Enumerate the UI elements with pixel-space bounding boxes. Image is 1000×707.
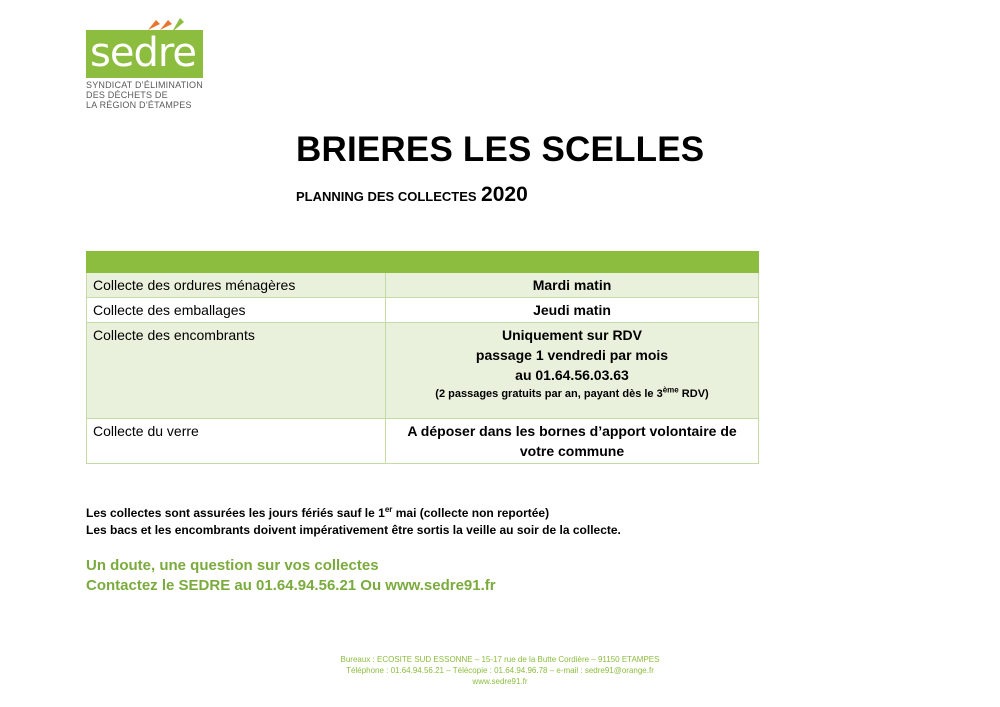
table-header-row	[87, 252, 759, 273]
value-line: Uniquement sur RDV	[501, 327, 642, 343]
subtitle-text: PLANNING DES COLLECTES	[296, 189, 477, 204]
value-line: passage 1 vendredi par mois	[475, 347, 669, 363]
row-value: Mardi matin	[386, 273, 759, 298]
value-line: votre commune	[519, 443, 625, 459]
page-title: BRIERES LES SCELLES	[296, 130, 705, 169]
row-value	[386, 323, 759, 419]
value-line: A déposer dans les bornes d’apport volontaire de	[407, 423, 737, 439]
note-text: Les collectes sont assurées les jours fériés sauf le 1	[86, 506, 385, 520]
logo-subtitle-line: SYNDICAT D’ÉLIMINATION	[86, 80, 203, 90]
page-footer	[0, 654, 1000, 687]
note-line	[86, 505, 621, 522]
contact-line: Un doute, une question sur vos collectes	[86, 557, 379, 574]
logo-subtitle-line: LA RÉGION D’ÉTAMPES	[86, 100, 192, 110]
note-sup: ème	[662, 385, 679, 395]
contact-block	[86, 556, 496, 596]
note-sup: er	[384, 505, 393, 514]
collection-table	[86, 251, 759, 464]
logo-wordmark: sedre	[90, 30, 197, 76]
row-label: Collecte des ordures ménagères	[87, 273, 386, 298]
value-line: au 01.64.56.03.63	[515, 367, 629, 383]
footer-line: www.sedre91.fr	[472, 677, 528, 686]
page-subtitle	[296, 183, 528, 207]
note-text: RDV)	[678, 388, 709, 400]
logo-subtitle-line: DES DÉCHETS DE	[86, 90, 168, 100]
table-row	[87, 273, 759, 298]
contact-line: Contactez le SEDRE au 01.64.94.56.21 Ou www.sedre91.fr	[86, 577, 496, 594]
note-text: mai (collecte non reportée)	[392, 506, 550, 520]
logo-subtitle	[86, 80, 246, 110]
table-row	[87, 419, 759, 464]
row-label: Collecte des encombrants	[87, 323, 386, 419]
note-text: (2 passages gratuits par an, payant dès le 3	[435, 388, 663, 400]
footer-line: Bureaux : ECOSITE SUD ESSONNE – 15-17 rue de la Butte Cordière – 91150 ETAMPES	[340, 655, 660, 664]
subtitle-year: 2020	[481, 183, 528, 206]
footer-line: Téléphone : 01.64.94.56.21 – Télécopie : 01.64.94.96.78 – e-mail : sedre91@orange.fr	[346, 666, 654, 675]
table-row	[87, 323, 759, 419]
value-note	[392, 385, 752, 403]
row-value	[386, 419, 759, 464]
row-label: Collecte du verre	[87, 419, 386, 464]
note-line: Les bacs et les encombrants doivent impérativement être sortis la veille au soir de la collecte.	[86, 523, 621, 537]
row-label: Collecte des emballages	[87, 298, 386, 323]
row-value: Jeudi matin	[386, 298, 759, 323]
table-row	[87, 298, 759, 323]
collection-notes	[86, 505, 621, 539]
